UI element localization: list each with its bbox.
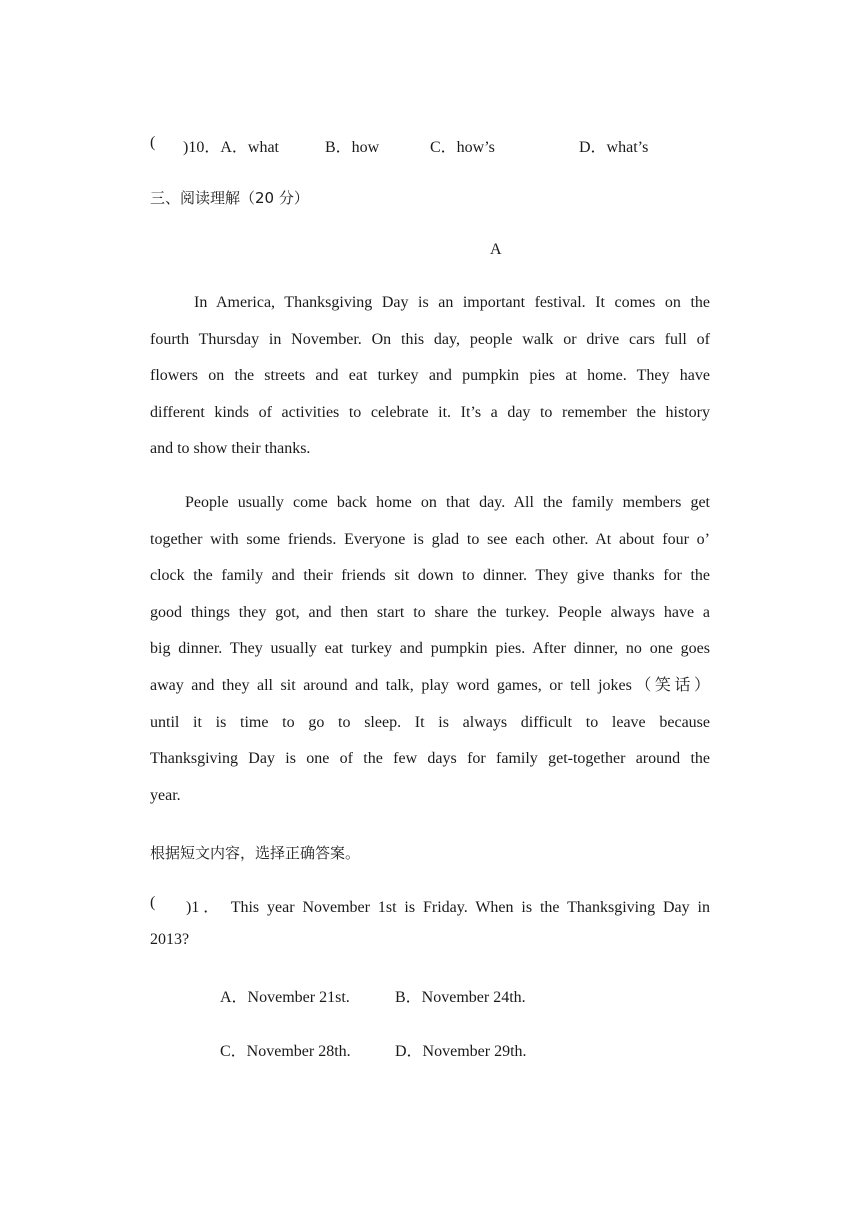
q10-option-d: D．what’s: [579, 139, 649, 156]
para2-line: away and they all sit around and talk, play word games, or tell jokes（笑话）: [150, 676, 710, 694]
q10-option-c: C．how’s: [430, 139, 495, 156]
para2-line: Thanksgiving Day is one of the few days for family get-together around the: [150, 750, 710, 768]
para2-line: big dinner. They usually eat turkey and pumpkin pies. After dinner, no one goes: [150, 640, 710, 658]
instruction-text: 根据短文内容，选择正确答案。: [150, 844, 361, 862]
q1-option-c: C．November 28th.: [220, 1043, 351, 1060]
q10-option-b: B．how: [325, 139, 380, 156]
q10-number-option-a: )10．A．what: [183, 139, 279, 156]
section-heading: 三、阅读理解（20 分）: [150, 189, 309, 207]
para2-line: together with some friends. Everyone is glad to see each other. At about four o’: [150, 530, 710, 548]
passage-label: A: [490, 241, 502, 258]
q10-paren: (: [150, 134, 156, 151]
para1-line: different kinds of activities to celebrate it. It’s a day to remember the history: [150, 403, 710, 421]
passage-paragraph-2: [150, 485, 710, 814]
para1-line: fourth Thursday in November. On this day, people walk or drive cars full of: [150, 330, 710, 348]
para2-line: until it is time to go to sleep. It is always difficult to leave because: [150, 713, 710, 731]
q1-stem-line1: )1． This year November 1st is Friday. When is the Thanksgiving Day in: [186, 899, 710, 916]
para2-line: clock the family and their friends sit down to dinner. They give thanks for the: [150, 567, 710, 585]
passage-paragraph-1: [150, 285, 710, 468]
para2-line: year.: [150, 786, 181, 804]
para2-line: good things they got, and then start to share the turkey. People always have a: [150, 603, 710, 621]
para2-line: People usually come back home on that day. All the family members get: [185, 494, 710, 511]
q1-option-a: A．November 21st.: [220, 989, 350, 1006]
q1-stem-line2: 2013?: [150, 931, 190, 948]
para1-line: In America, Thanksgiving Day is an important festival. It comes on the: [194, 294, 710, 311]
q1-option-d: D．November 29th.: [395, 1043, 527, 1060]
para1-line: and to show their thanks.: [150, 440, 311, 458]
q1-option-b: B．November 24th.: [395, 989, 526, 1006]
para1-line: flowers on the streets and eat turkey and pumpkin pies at home. They have: [150, 367, 710, 385]
q1-paren: (: [150, 894, 156, 911]
